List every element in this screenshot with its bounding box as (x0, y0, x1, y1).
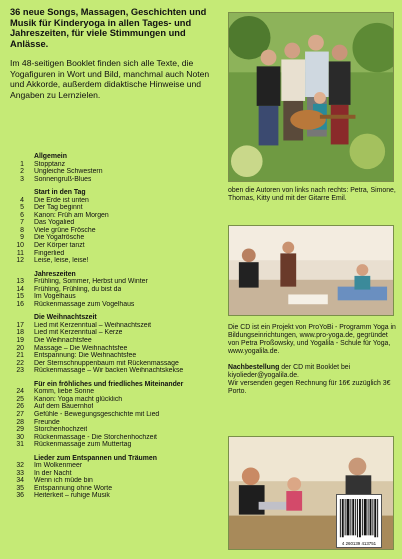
track-row (10, 197, 222, 205)
track-number: 11 (16, 249, 24, 257)
track-number: 25 (16, 395, 24, 403)
track-title: Im Wolkenmeer (34, 462, 83, 470)
track-title: Rückenmassage zum Vogelhaus (34, 300, 135, 308)
track-number: 6 (20, 211, 24, 219)
section-title: Allgemein (34, 153, 67, 160)
track-list (10, 153, 222, 500)
track-row (10, 278, 222, 286)
track-title: Entspannung ohne Worte (34, 484, 113, 492)
track-row (10, 388, 222, 396)
track-title: Frühling, Frühling, du bist da (34, 285, 122, 293)
track-number: 33 (16, 469, 24, 477)
track-row (10, 161, 222, 169)
track-title: Der Tag beginnt (34, 204, 83, 212)
track-title: Kanon: Früh am Morgen (34, 211, 109, 219)
track-row (10, 242, 222, 250)
track-title: Viele grüne Frösche (34, 226, 96, 234)
track-title: Die Erde ist unten (34, 196, 89, 204)
track-title: Rückenmassage - Die Storchenhochzeit (34, 433, 157, 441)
track-number: 29 (16, 426, 24, 434)
toc-section (10, 455, 222, 500)
track-row (10, 219, 222, 227)
track-row (10, 477, 222, 485)
track-title: Wenn ich müde bin (34, 477, 93, 485)
track-number: 35 (16, 484, 24, 492)
intro-text: Im 48-seitigen Booklet finden sich alle Texte, die Yogafiguren in Wort und Bild, manchmal auch Noten und Akkorde, außerdem didaktische Hinweise und Angaben zu Lernzielen. (10, 58, 210, 100)
order-info (228, 364, 396, 396)
track-title: Kanon: Yoga macht glücklich (34, 395, 123, 403)
track-title: Der Körper tanzt (34, 242, 85, 250)
section-title: Lieder zum Entspannen und Träumen (34, 454, 157, 462)
track-title: Der Sternschnuppenbaum mit Rückenmassage (34, 359, 179, 367)
track-number: 3 (20, 175, 24, 183)
track-title: Ungleiche Schwestern (34, 168, 103, 176)
track-row (10, 352, 222, 360)
track-row (10, 257, 222, 265)
track-number: 15 (16, 293, 24, 301)
order-label: Nachbestellung (228, 364, 280, 371)
track-number: 1 (20, 160, 24, 168)
track-row (10, 411, 222, 419)
photo-caption: oben die Autoren von links nach rechts: Petra, Simone, Thomas, Kitty und mit der Gitarre Emil. (228, 187, 396, 202)
track-number: 16 (16, 300, 24, 308)
track-title: Rückenmassage zum Muttertag (34, 441, 132, 449)
track-number: 21 (16, 352, 24, 360)
track-number: 20 (16, 344, 24, 352)
toc-section (10, 314, 222, 374)
track-title: Die Weihnachtsfee (34, 337, 92, 345)
track-row (10, 462, 222, 470)
track-title: Frühling, Sommer, Herbst und Winter (34, 278, 148, 286)
track-number: 22 (16, 359, 24, 367)
track-title: Auf dem Bauernhof (34, 403, 94, 411)
track-number: 19 (16, 337, 24, 345)
track-title: Lied mit Kerzenritual – Kerze (34, 329, 123, 337)
track-row (10, 441, 222, 449)
track-number: 9 (20, 234, 24, 242)
section-title: Die Weihnachtszeit (34, 314, 97, 322)
order-text: der CD mit Booklet bei kiyolieder@yogalila.de. (228, 364, 351, 379)
track-row (10, 212, 222, 220)
section-title: Für ein fröhliches und friedliches Miteinander (34, 380, 184, 388)
track-number: 14 (16, 285, 24, 293)
track-number: 23 (16, 367, 24, 375)
track-title: Massage – Die Weihnachtsfee (34, 344, 128, 352)
section-title: Jahreszeiten (34, 270, 76, 278)
track-number: 10 (16, 242, 24, 250)
track-row (10, 492, 222, 500)
intro (10, 7, 224, 100)
track-title: Heiterkeit – ruhige Musik (34, 492, 110, 500)
intro-headline: 36 neue Songs, Massagen, Geschichten und Musik für Kinderyoga in allen Tages- und Jahreszeiten, für viele Stimmungen und Anlässe. (10, 7, 207, 49)
yoga-class-photo (228, 225, 394, 316)
track-title: Leise, leise, leise! (34, 257, 89, 265)
toc-section (10, 271, 222, 309)
track-row (10, 227, 222, 235)
track-number: 4 (20, 196, 24, 204)
project-text: Die CD ist ein Projekt von ProYoBi - Programm Yoga in Bildungseinrichtungen, www.pro-yoga.de, gegründet von Petra Proßowsky, und Yogalila - Schule für Yoga, www.yogalila.de. (228, 324, 396, 355)
authors-photo (228, 12, 394, 182)
track-row (10, 322, 222, 330)
track-row (10, 168, 222, 176)
track-title: Gefühle - Bewegungsgeschichte mit Lied (34, 410, 160, 418)
section-title: Start in den Tag (34, 189, 86, 197)
track-number: 30 (16, 433, 24, 441)
track-row (10, 426, 222, 434)
track-row (10, 301, 222, 309)
track-row (10, 403, 222, 411)
track-title: Im Vogelhaus (34, 293, 76, 301)
track-number: 28 (16, 418, 24, 426)
toc-section (10, 189, 222, 264)
track-row (10, 485, 222, 493)
track-number: 31 (16, 441, 24, 449)
track-title: Die Yogafrösche (34, 234, 85, 242)
track-number: 24 (16, 388, 24, 396)
track-row (10, 293, 222, 301)
track-title: Rückenmassage – Wir backen Weihnachtskekse (34, 367, 184, 375)
track-number: 8 (20, 226, 24, 234)
track-title: In der Nacht (34, 469, 72, 477)
track-row (10, 470, 222, 478)
track-number: 17 (16, 321, 24, 329)
track-row (10, 176, 222, 184)
track-number: 7 (20, 219, 24, 227)
track-title: Storchenhochzeit (34, 426, 88, 434)
track-number: 26 (16, 403, 24, 411)
track-number: 34 (16, 477, 24, 485)
track-number: 13 (16, 278, 24, 286)
track-title: Komm, liebe Sonne (34, 388, 95, 396)
track-row (10, 419, 222, 427)
track-number: 36 (16, 492, 24, 500)
track-row (10, 345, 222, 353)
track-title: Das Yogalied (34, 219, 75, 227)
track-title: Entspannung: Die Weihnachtsfee (34, 352, 137, 360)
track-row (10, 234, 222, 242)
barcode-number: 4 260139 413751 (341, 540, 377, 546)
track-title: Lied mit Kerzenritual – Weihnachtszeit (34, 321, 152, 329)
track-row (10, 360, 222, 368)
track-number: 32 (16, 462, 24, 470)
track-title: Stopptanz (34, 160, 66, 168)
order-price: Wir versenden gegen Rechnung für 16€ zuzüglich 3€ Porto. (228, 380, 391, 395)
track-row (10, 204, 222, 212)
track-row (10, 434, 222, 442)
barcode (336, 494, 382, 548)
track-title: Sonnengruß-Blues (34, 175, 92, 183)
toc-section (10, 381, 222, 449)
track-number: 2 (20, 168, 24, 176)
track-row (10, 286, 222, 294)
track-row (10, 396, 222, 404)
track-title: Fingerlied (34, 249, 65, 257)
track-number: 12 (16, 257, 24, 265)
info-block (228, 324, 396, 404)
track-row (10, 367, 222, 375)
track-row (10, 329, 222, 337)
track-row (10, 250, 222, 258)
track-number: 27 (16, 410, 24, 418)
track-number: 5 (20, 204, 24, 212)
toc-section (10, 153, 222, 183)
track-title: Freunde (34, 418, 60, 426)
track-row (10, 337, 222, 345)
track-number: 18 (16, 329, 24, 337)
